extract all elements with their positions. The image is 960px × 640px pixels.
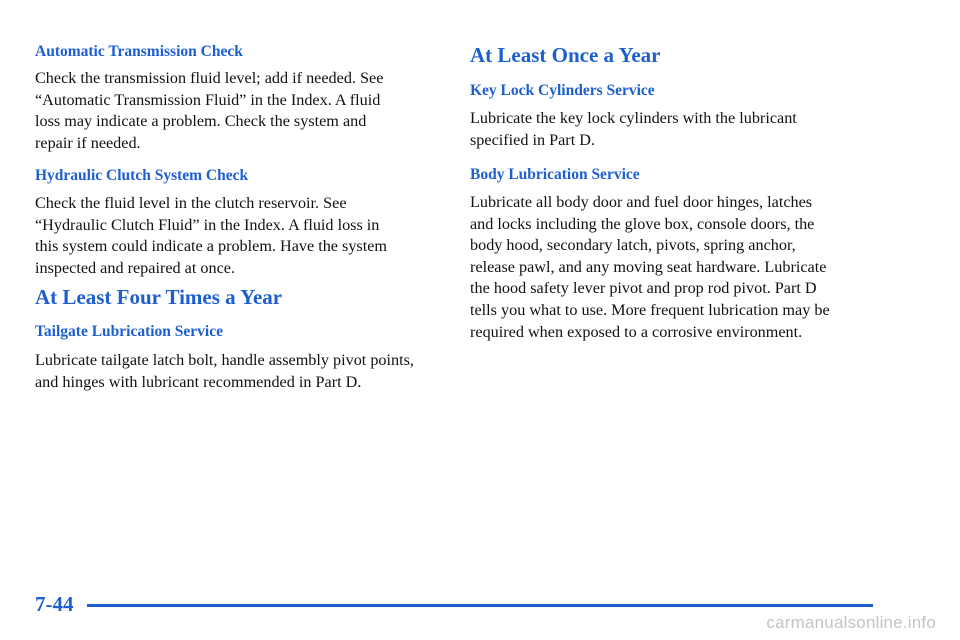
key-lock-cylinders-text: Lubricate the key lock cylinders with the lubricant specified in Part D. <box>470 109 797 149</box>
once-a-year-heading: At Least Once a Year <box>470 43 661 67</box>
key-lock-cylinders-heading: Key Lock Cylinders Service <box>470 82 655 99</box>
footer-rule <box>87 604 873 607</box>
page-number: 7-44 <box>35 592 74 616</box>
tailgate-lubrication-heading: Tailgate Lubrication Service <box>35 323 223 340</box>
tailgate-lubrication-text: Lubricate tailgate latch bolt, handle assembly pivot points, and hinges with lubricant recommended in Part D. <box>35 351 414 391</box>
watermark: carmanualsonline.info <box>766 613 936 632</box>
automatic-transmission-heading: Automatic Transmission Check <box>35 43 243 60</box>
automatic-transmission-text: Check the transmission fluid level; add if needed. See “Automatic Transmission Fluid” in the Index. A fluid loss may indicate a problem. Check the system and repair if needed. <box>35 69 384 152</box>
hydraulic-clutch-heading: Hydraulic Clutch System Check <box>35 167 249 184</box>
hydraulic-clutch-text: Check the fluid level in the clutch reservoir. See “Hydraulic Clutch Fluid” in the Index. A fluid loss in this system could indicate a problem. Have the system inspected and repaired at once. <box>35 194 387 277</box>
body-lubrication-text: Lubricate all body door and fuel door hinges, latches and locks including the glove box, console doors, the body hood, secondary latch, pivots, spring anchor, release pawl, and any moving seat hardware. Lubricate the hood safety lever pivot and prop rod pivot. Part D tells you what to use. More frequent lubrication may be required when exposed to a corrosive environment. <box>470 193 830 341</box>
four-times-a-year-heading: At Least Four Times a Year <box>35 285 283 309</box>
body-lubrication-heading: Body Lubrication Service <box>470 166 640 183</box>
